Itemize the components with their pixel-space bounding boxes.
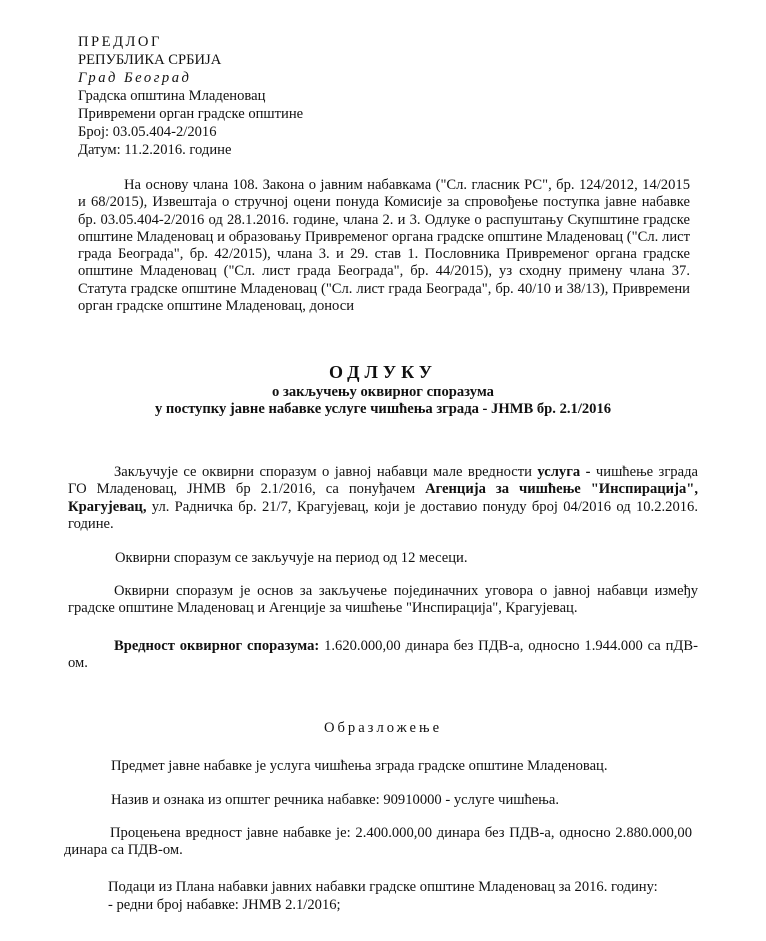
reasoning-paragraph-4: Подаци из Плана набавки јавних набавки градске општине Младеновац за 2016. годину:: [108, 879, 658, 895]
p1-text-c: чишћење зграда ГО Младеновац, ЈНМВ бр 2.1/2016, са понуђачем: [68, 464, 698, 498]
document-date: Датум: 11.2.2016. године: [78, 142, 232, 158]
reasoning-title: Образложење: [323, 720, 443, 736]
p1-text-e: ул. Радничка бр. 21/7, Крагујевац, који је доставио понуду број 04/2016 од 10.2.2016. године.: [68, 498, 698, 532]
decision-title: ОДЛУКУ: [328, 362, 437, 382]
p1-text-a: Закључује се оквирни споразум о јавној набавци мале вредности: [114, 464, 538, 480]
reasoning-paragraph-1: Предмет јавне набавке је услуга чишћења зграда градске општине Младеновац.: [111, 758, 608, 774]
agreement-value-label: Вредност оквирног споразума:: [114, 638, 320, 654]
body-label: Привремени орган градске општине: [78, 106, 304, 122]
decision-paragraph-1: [68, 464, 698, 533]
p1-bold-agency: Агенција за чишћење "Инспирација", Крагујевац,: [68, 481, 698, 515]
document-number: Број: 03.05.404-2/2016: [78, 124, 217, 140]
proposal-label: ПРЕДЛОГ: [78, 34, 162, 50]
decision-subtitle-2: у поступку јавне набавке услуге чишћења зграда - ЈНМВ бр. 2.1/2016: [154, 401, 612, 417]
decision-paragraph-4: [68, 638, 698, 673]
document-header: [78, 33, 303, 159]
reasoning-list-item: - редни број набавке: ЈНМВ 2.1/2016;: [108, 897, 341, 913]
reasoning-paragraph-2: Назив и ознака из општег речника набавке: 90910000 - услуге чишћења.: [111, 792, 559, 808]
decision-paragraph-3: Оквирни споразум је основ за закључење појединачних уговора о јавној набавци између градске општине Младеновац и Агенције за чишћење "Инспирација", Крагујевац.: [68, 583, 698, 617]
intro-paragraph: На основу члана 108. Закона о јавним набавкама ("Сл. гласник РС", бр. 124/2012, 14/2015 и 68/2015), Извештаја о стручној оцени понуда Комисије за спровођење поступка јавне набавке бр. 03.05.404-2/2016 од 28.1.2016. године, члана 2. и 3. Одлуке о распуштању Скупштине градске општине Младеновац и образовању Привременог органа градске општине Младеновац ("Сл. лист града Београда", бр. 42/2015), члана 3. и 29. став 1. Пословника Привременог органа градске општине Младеновац ("Сл. лист града Београда", бр. 44/2015), уз сходну примену члана 37. Статута градске општине Младеновац ("Сл. лист града Београда", бр. 40/10 и 38/13), Привремени орган градске општине Младеновац, доноси: [78, 177, 690, 315]
agreement-value-text: 1.620.000,00 динара без ПДВ-а, односно 1.944.000 са пДВ-ом.: [68, 638, 698, 672]
reasoning-paragraph-3: Процењена вредност јавне набавке је: 2.400.000,00 динара без ПДВ-а, односно 2.880.000,00 динара са ПДВ-ом.: [64, 825, 692, 859]
decision-subtitle-1: о закључењу оквирног споразума: [272, 384, 494, 400]
republic-label: РЕПУБЛИКА СРБИЈА: [78, 52, 222, 68]
municipality-label: Градска општина Младеновац: [78, 88, 266, 104]
decision-paragraph-2: Оквирни споразум се закључује на период од 12 месеци.: [115, 550, 468, 566]
city-label: Град Београд: [78, 70, 192, 86]
p1-bold-service: услуга -: [537, 464, 591, 480]
